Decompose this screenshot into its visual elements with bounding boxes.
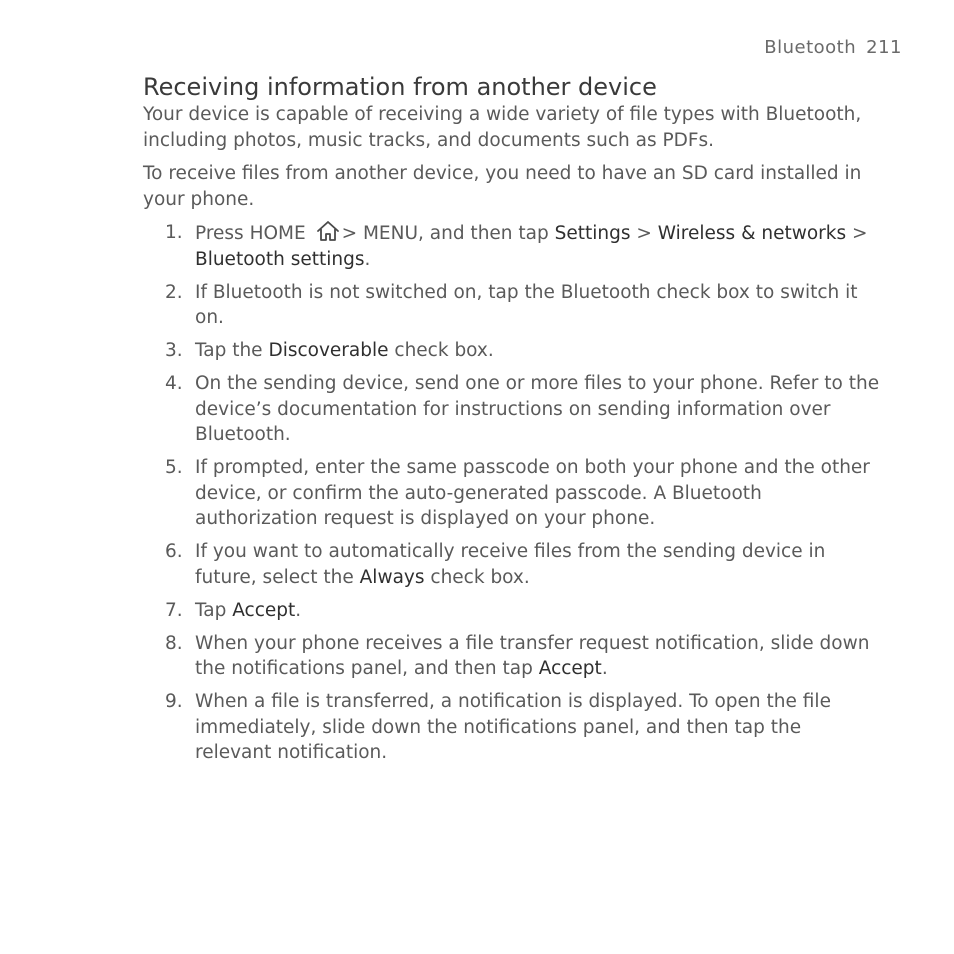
- step-text: When your phone receives a file transfer request notification, slide down the notifications panel, and then tap: [195, 632, 870, 679]
- step-number: 8.: [165, 632, 183, 654]
- step-1: [143, 220, 883, 272]
- always-label: Always: [359, 566, 425, 588]
- step-4: [143, 371, 883, 448]
- step-text: check box.: [424, 566, 530, 588]
- step-6: [143, 539, 883, 590]
- page-content: [143, 72, 883, 773]
- step-8: [143, 631, 883, 682]
- settings-label: Settings: [554, 223, 631, 244]
- step-9: [143, 689, 883, 766]
- header-section: Bluetooth: [764, 37, 857, 58]
- page-number: 211: [866, 37, 902, 58]
- home-icon: [316, 220, 340, 242]
- discoverable-label: Discoverable: [268, 340, 389, 361]
- step-text: If you want to automatically receive files from the sending device in future, select the: [195, 541, 826, 588]
- step-7: [143, 598, 883, 624]
- intro-paragraph-2: To receive files from another device, you need to have an SD card installed in your phone.: [143, 163, 862, 210]
- step-number: 2.: [165, 281, 183, 303]
- step-text: > MENU, and then tap: [341, 223, 555, 244]
- step-number: 5.: [165, 457, 183, 478]
- step-2: [143, 280, 883, 331]
- step-text: Tap the: [195, 340, 269, 361]
- step-text: .: [601, 658, 608, 679]
- accept-label: Accept: [232, 599, 296, 621]
- step-number: 6.: [165, 541, 183, 562]
- step-text: On the sending device, send one or more files to your phone. Refer to the device’s documentation for instructions on sending information over Bluetooth.: [195, 373, 880, 445]
- intro-paragraph-1: Your device is capable of receiving a wide variety of file types with Bluetooth, including photos, music tracks, and documents such as PDFs.: [143, 104, 862, 151]
- step-text: >: [846, 223, 868, 244]
- step-5: [143, 455, 883, 532]
- step-text: If Bluetooth is not switched on, tap the Bluetooth check box to switch it on.: [195, 281, 858, 328]
- step-text: When a file is transferred, a notification is displayed. To open the file immediately, slide down the notifications panel, and then tap the relevant notification.: [195, 691, 831, 763]
- step-number: 4.: [165, 373, 183, 394]
- step-text: .: [364, 248, 371, 270]
- step-number: 3.: [165, 340, 183, 361]
- bluetooth-settings-label: Bluetooth settings: [195, 248, 365, 270]
- wireless-networks-label: Wireless & networks: [657, 223, 847, 244]
- step-3: [143, 338, 883, 364]
- step-text: If prompted, enter the same passcode on both your phone and the other device, or confirm the auto-generated passcode. A Bluetooth authorization request is displayed on your phone.: [195, 457, 870, 529]
- section-title: Receiving information from another device: [143, 73, 657, 101]
- step-text: >: [630, 223, 658, 244]
- steps-list: [143, 220, 883, 766]
- running-header: [764, 37, 902, 58]
- step-text: .: [295, 599, 302, 621]
- step-text: Tap: [195, 599, 233, 621]
- step-text: Press HOME: [195, 223, 312, 244]
- step-number: 1.: [165, 222, 183, 243]
- step-number: 9.: [165, 691, 183, 712]
- accept-label: Accept: [538, 658, 602, 679]
- step-number: 7.: [165, 599, 183, 621]
- step-text: check box.: [388, 340, 494, 361]
